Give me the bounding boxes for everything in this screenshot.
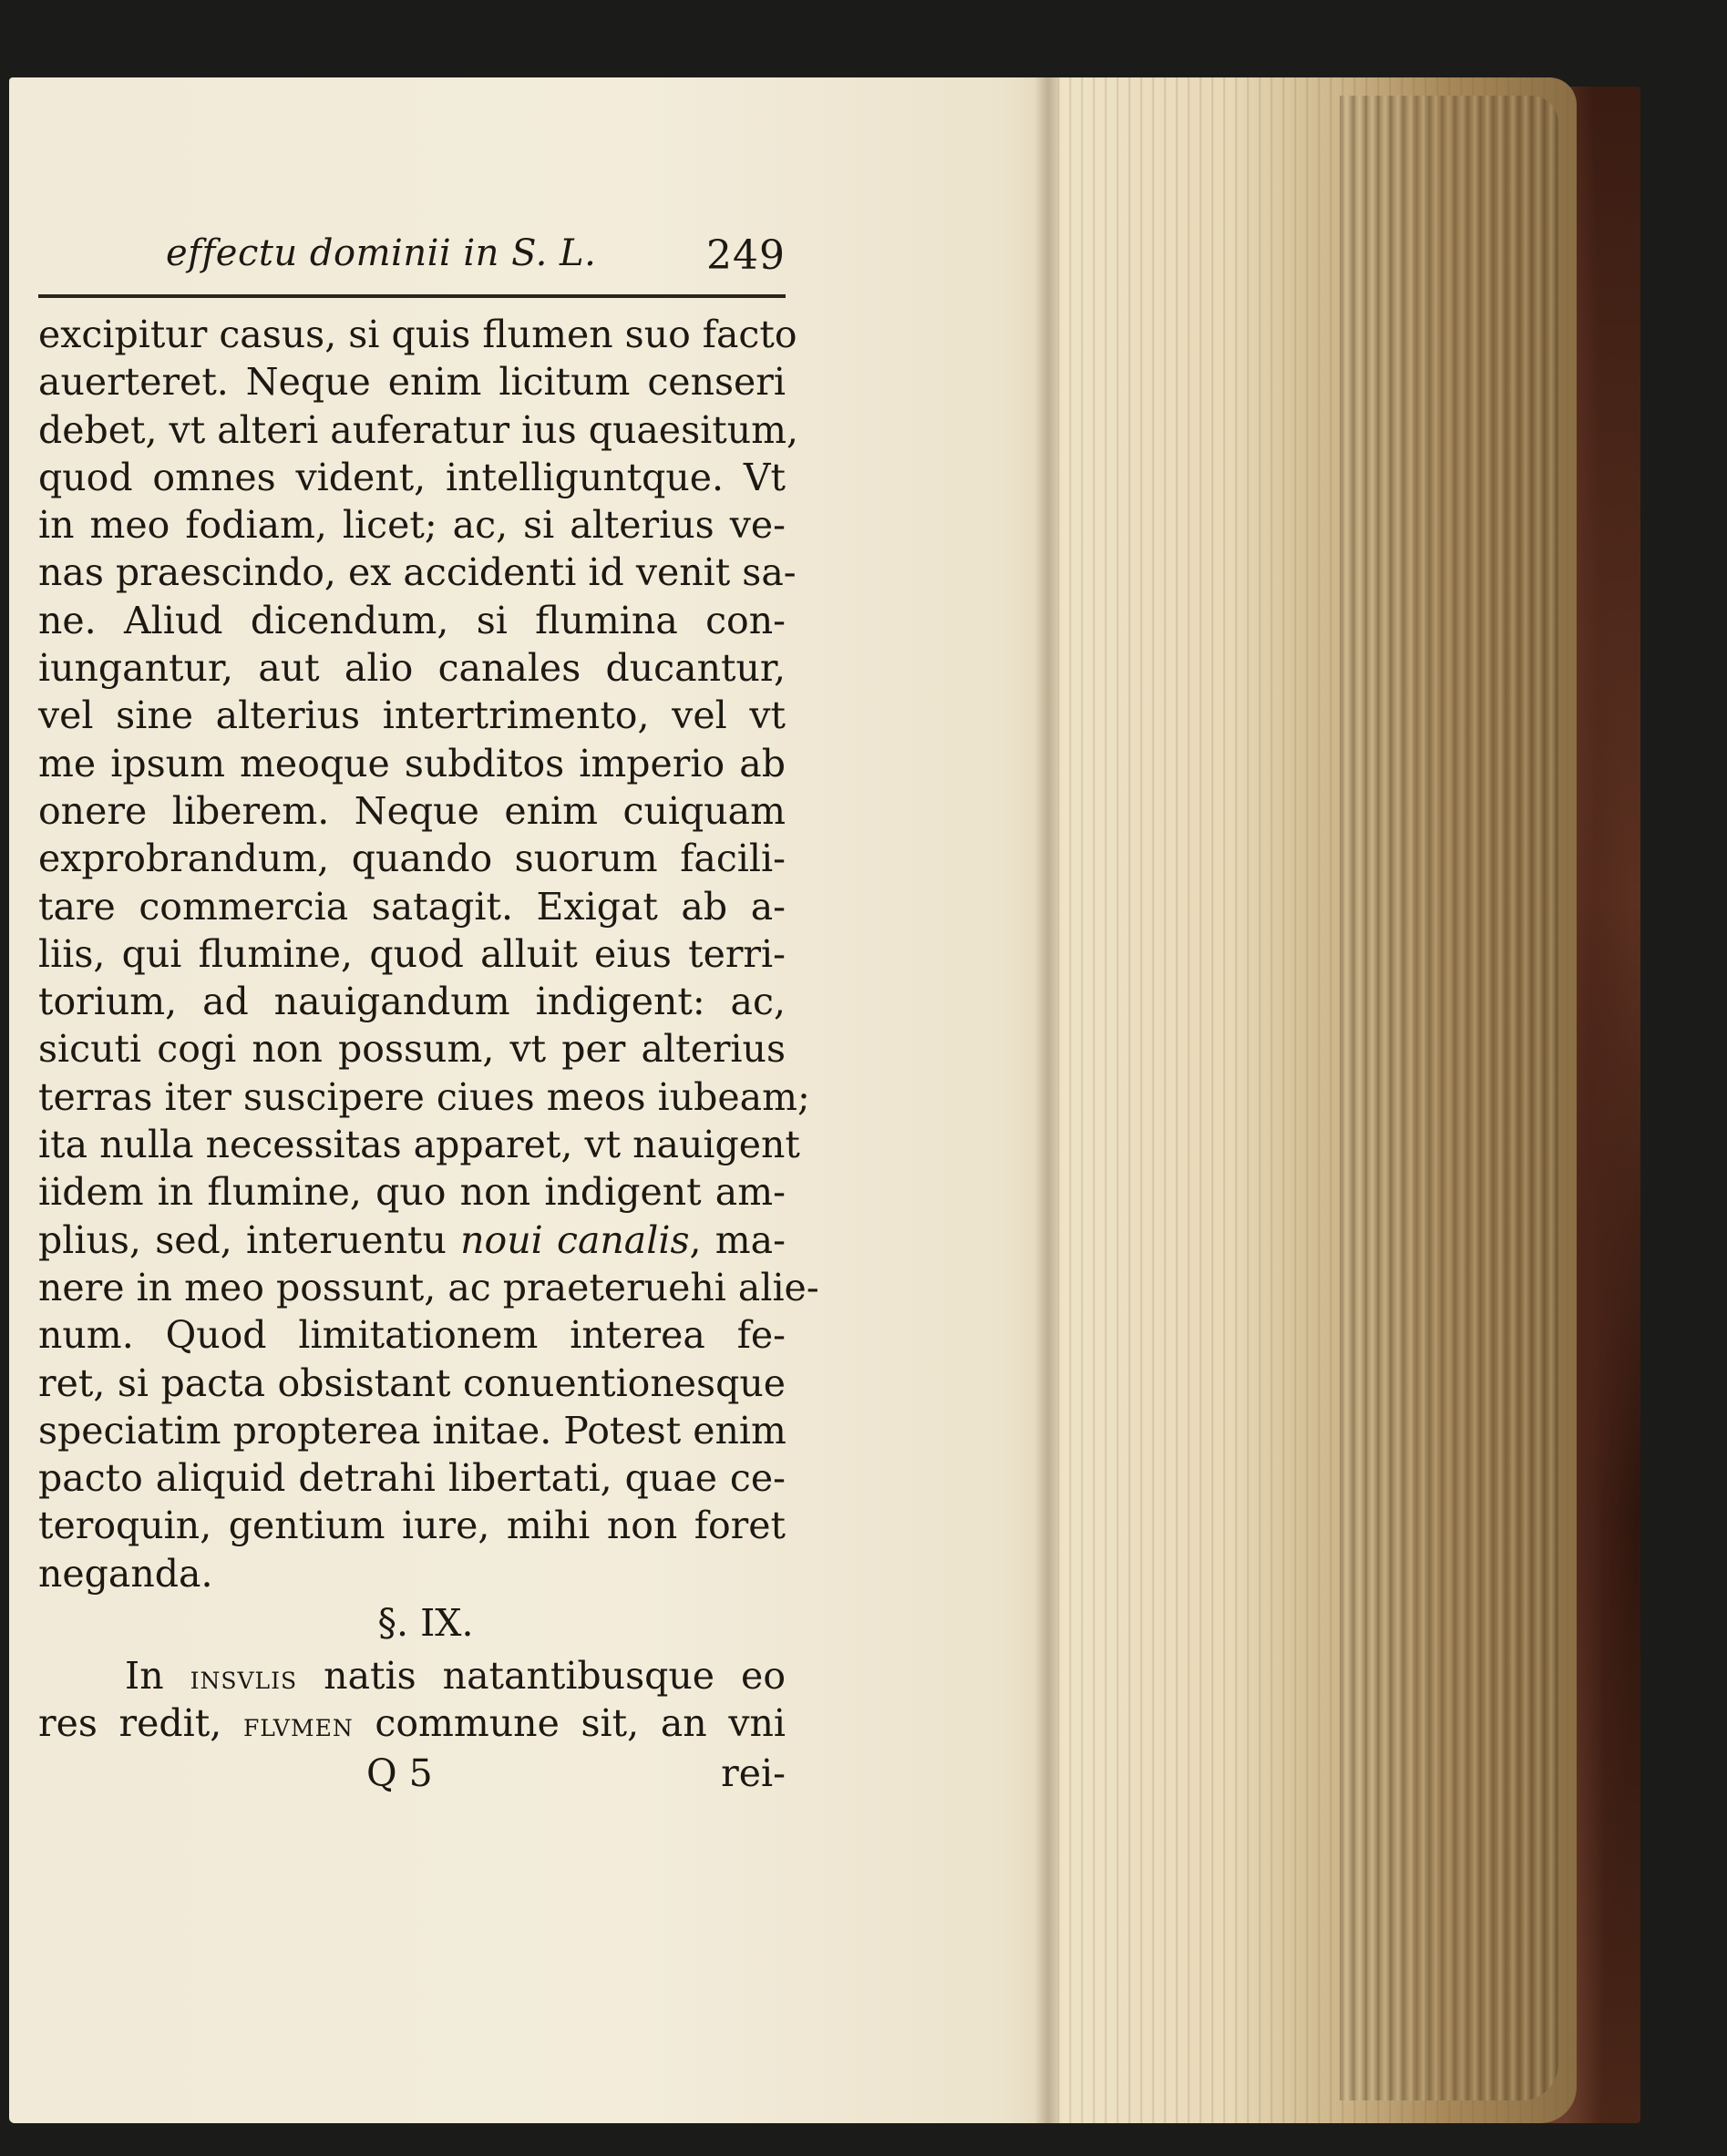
text-line: terras iter suscipere ciues meos iubeam; (38, 1074, 810, 1119)
text-line: ne. Aliud dicendum, si flumina con- (38, 598, 786, 642)
text-segment: In (125, 1654, 190, 1699)
text-line: ita nulla necessitas apparet, vt nauigent (38, 1123, 800, 1167)
text-segment: , ma- (689, 1217, 786, 1262)
text-line: in meo fodiam, licet; ac, si alterius ve- (38, 503, 786, 548)
text-line: vel sine alterius intertrimento, vel vt (38, 693, 786, 738)
body-text (38, 311, 819, 1597)
text-line: pacto aliquid detrahi libertati, quae ce- (38, 1456, 786, 1501)
text-line: auerteret. Neque enim licitum censeri (38, 360, 786, 405)
italic-phrase: noui canalis (460, 1217, 690, 1262)
small-caps-word: flvmen (242, 1707, 354, 1745)
text-line: speciatim propterea initae. Potest enim (38, 1408, 786, 1453)
text-line: quod omnes vident, intelliguntque. Vt (38, 455, 786, 499)
book-gutter (1034, 77, 1062, 2123)
text-line: ret, si pacta obsistant conuentionesque (38, 1360, 786, 1405)
header-rule (38, 294, 786, 298)
section-heading: §. IX. (377, 1601, 474, 1646)
text-line: tare commercia satagit. Exigat ab a- (38, 884, 786, 929)
text-line: debet, vt alteri auferatur ius quaesitum, (38, 407, 799, 452)
text-line: neganda. (38, 1551, 213, 1596)
text-line: iungantur, aut alio canales ducantur, (38, 646, 786, 691)
text-line: sicuti cogi non possum, vt per alterius (38, 1027, 786, 1072)
text-line: exprobrandum, quando suorum facili- (38, 837, 786, 881)
page-block-edge (1048, 77, 1577, 2123)
text-segment: res redit, (38, 1701, 243, 1746)
text-segment: plius, sed, interuentu (38, 1217, 461, 1262)
page-text (38, 232, 819, 1799)
text-line: me ipsum meoque subditos imperio ab (38, 741, 786, 785)
page-footer (38, 1748, 786, 1799)
running-head (38, 232, 786, 283)
small-caps-word: insvlis (190, 1659, 298, 1698)
text-line: liis, qui flumine, quod alluit eius terri- (38, 931, 786, 976)
text-line: onere liberem. Neque enim cuiquam (38, 788, 786, 833)
text-line-mixed (38, 1699, 786, 1747)
running-head-title: effectu dominii in S. L. (166, 232, 597, 274)
text-line: num. Quod limitationem interea fe- (38, 1313, 786, 1358)
text-segment: natis natantibusque eo (297, 1654, 786, 1699)
text-line: nere in meo possunt, ac praeteruehi alie- (38, 1265, 819, 1309)
signature-mark: Q 5 (366, 1750, 433, 1795)
text-line: iidem in flumine, quo non indigent am- (38, 1170, 786, 1215)
catchword: rei- (721, 1750, 786, 1795)
text-line: nas praescindo, ex accidenti id venit sa- (38, 550, 797, 595)
text-line: excipitur casus, si quis flumen suo facto (38, 313, 797, 356)
text-line: torium, ad nauigandum indigent: ac, (38, 980, 786, 1024)
page-number: 249 (706, 232, 786, 279)
text-line-mixed (38, 1217, 786, 1264)
text-line-mixed (38, 1652, 786, 1699)
text-segment: commune sit, an vni (353, 1701, 786, 1746)
text-line: teroquin, gentium iure, mihi non foret (38, 1504, 786, 1548)
